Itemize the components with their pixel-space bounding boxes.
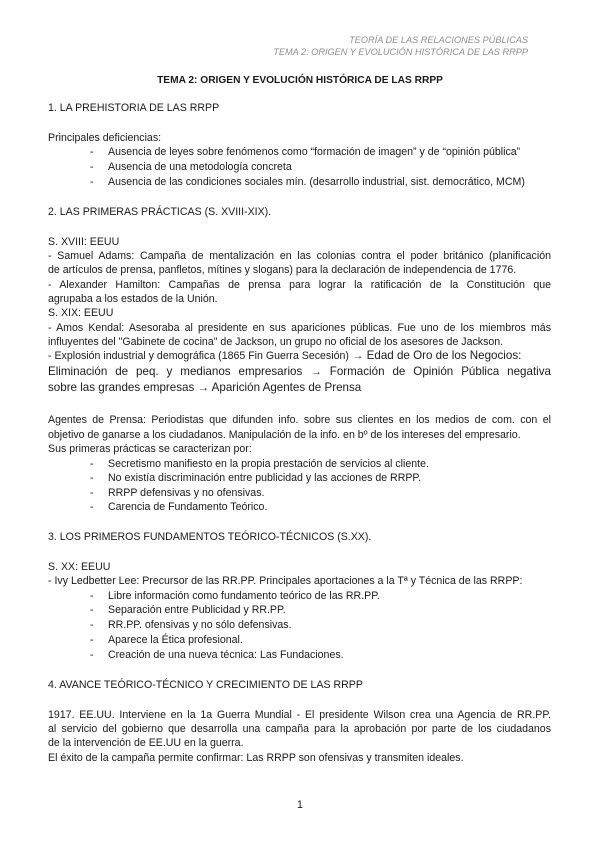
list-item: - Ausencia de las condiciones sociales mín. (desarrollo industrial, sist. democrático, MCM) [90,176,525,188]
list-item: - RRPP defensivas y no ofensivas. [90,487,265,499]
list-item-text: No existía discriminación entre publicidad y las acciones de RRPP. [108,472,422,484]
list-item-text: Secretismo manifiesto en la propia prestación de servicios al cliente. [108,458,429,470]
paragraph-line: - Samuel Adams: Campaña de mentalización en las colonias contra el poder británico (planificación [48,250,551,262]
running-header-course: TEORÍA DE LAS RELACIONES PÚBLICAS [349,35,528,45]
list-item: - Separación entre Publicidad y RR.PP. [90,604,286,616]
paragraph-line: Sus primeras prácticas se caracterizan por: [48,443,252,455]
paragraph-line: de la intervención de EE.UU en la guerra. [48,737,244,749]
paragraph-fragment: - Explosión industrial y demográfica (1865 Fin Guerra Secesión) [48,350,349,362]
paragraph-line: de artículos de prensa, panfletos, mítines y slogans) para la declaración de independencia de 1776. [48,264,517,276]
paragraph-line: S. XIX: EEUU [48,307,114,319]
list-item-text: Carencia de Fundamento Teórico. [108,501,268,513]
paragraph-line: S. XX: EEUU [48,561,111,573]
section-1-heading: 1. LA PREHISTORIA DE LAS RRPP [48,102,220,114]
list-item: - Libre información como fundamento teórico de las RR.PP. [90,590,380,602]
paragraph-line: Eliminación de peq. y medianos empresarios → Formación de Opinión Pública negativa [48,365,551,378]
list-item-text: Ausencia de leyes sobre fenómenos como “formación de imagen” y de “opinión pública” [108,146,521,158]
paragraph-line: 1917. EE.UU. Interviene en la 1a Guerra Mundial - El presidente Wilson crea una Agencia de RR.PP. [48,709,551,721]
list-item: - RR.PP. ofensivas y no sólo defensivas. [90,619,292,631]
page-number: 1 [297,799,303,811]
list-item-text: Creación de una nueva técnica: Las Fundaciones. [108,649,344,661]
paragraph-line: al servicio del gobierno que desarrolla una campaña para la aprobación por parte de los ciudadanos [48,723,551,735]
list-item: - Ausencia de leyes sobre fenómenos como “formación de imagen” y de “opinión pública” [90,146,521,158]
list-item: - Ausencia de una metodología concreta [90,161,292,173]
paragraph-line: Agentes de Prensa: Periodistas que difunden info. sobre sus clientes en los medios de com. con el [48,414,551,426]
section-4-heading: 4. AVANCE TEÓRICO-TÉCNICO Y CRECIMIENTO DE LAS RRPP [48,679,363,691]
paragraph-line: sobre las grandes empresas → Aparición Agentes de Prensa [48,381,362,394]
list-item-text: RR.PP. ofensivas y no sólo defensivas. [108,619,292,631]
paragraph-line: S. XVIII: EEUU [48,236,120,248]
paragraph-line: influyentes del "Gabinete de cocina" de Jackson, un grupo no oficial de los asesores de Jackson. [48,336,504,348]
list-item: - Secretismo manifiesto en la propia prestación de servicios al cliente. [90,458,429,470]
list-item-text: Aparece la Ética profesional. [108,634,243,646]
paragraph-line: - Amos Kendal: Asesoraba al presidente en sus apariciones públicas. Fue uno de los miembros más [48,322,551,334]
section-2-heading: 2. LAS PRIMERAS PRÁCTICAS (S. XVIII-XIX). [48,206,272,218]
list-item: - No existía discriminación entre publicidad y las acciones de RRPP. [90,472,422,484]
list-item-text: Separación entre Publicidad y RR.PP. [108,604,286,616]
list-item-text: Ausencia de las condiciones sociales mín. (desarrollo industrial, sist. democrático, MCM) [108,176,525,188]
running-header-topic: TEMA 2: ORIGEN Y EVOLUCIÓN HISTÓRICA DE LAS RRPP [273,47,528,57]
list-item: - Creación de una nueva técnica: Las Fundaciones. [90,649,344,661]
paragraph-line [48,349,521,364]
section-3-heading: 3. LOS PRIMEROS FUNDAMENTOS TEÓRICO-TÉCNICOS (S.XX). [48,531,372,543]
paragraph-line: - Alexander Hamilton: Campañas de prensa para lograr la ratificación de la Constitución que [48,279,551,291]
page-title: TEMA 2: ORIGEN Y EVOLUCIÓN HISTÓRICA DE LAS RRPP [157,75,443,86]
list-item: - Aparece la Ética profesional. [90,634,243,646]
paragraph-line: agrupaba a los estados de la Unión. [48,293,218,305]
section-1-intro: Principales deficiencias: [48,132,162,144]
paragraph-line: objetivo de ganarse a los ciudadanos. Manipulación de la info. en bº de los intereses del empresario. [48,429,521,441]
list-item: - Carencia de Fundamento Teórico. [90,501,268,513]
list-item-text: Ausencia de una metodología concreta [108,161,292,173]
list-item-text: RRPP defensivas y no ofensivas. [108,487,265,499]
paragraph-fragment: → Edad de Oro de los Negocios: [351,349,522,362]
paragraph-line: El éxito de la campaña permite confirmar: Las RRPP son ofensivas y transmiten ideales. [48,752,464,764]
list-item-text: Libre información como fundamento teórico de las RR.PP. [108,590,380,602]
paragraph-line: - Ivy Ledbetter Lee: Precursor de las RR.PP. Principales aportaciones a la Tª y Técnica de las RRPP: [48,575,523,587]
